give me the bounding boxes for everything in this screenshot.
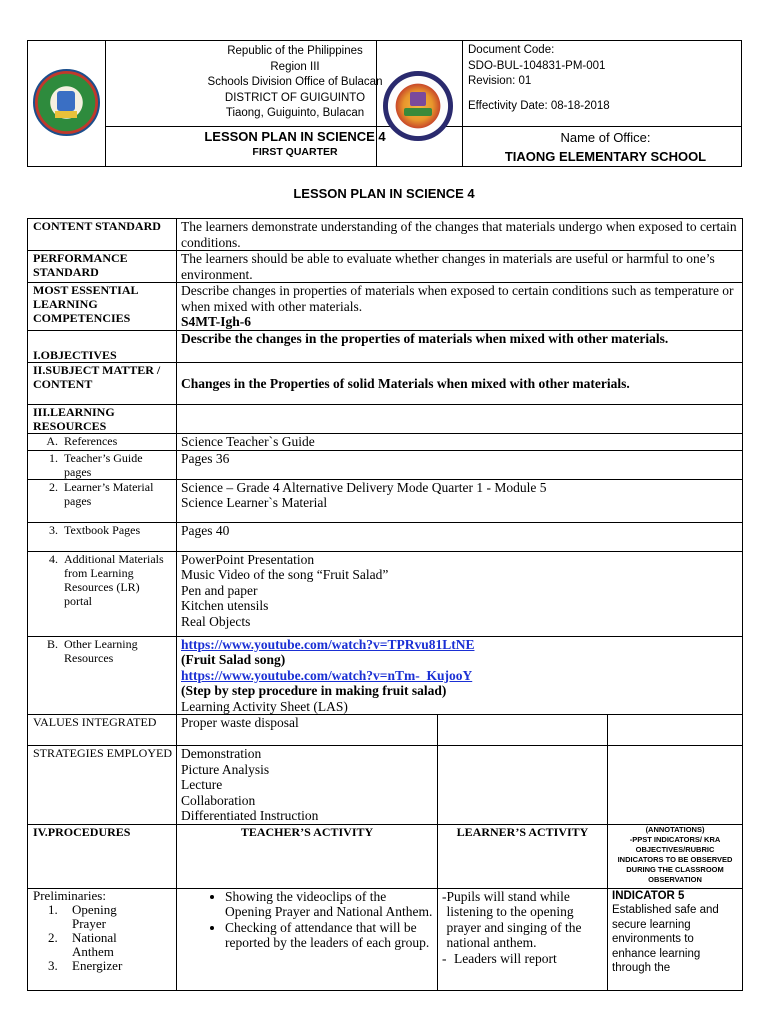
row-value <box>177 283 743 331</box>
page-title: LESSON PLAN IN SCIENCE 4 <box>293 186 475 201</box>
item-number: 3. <box>48 957 58 973</box>
row-label: III.LEARNING RESOURCES <box>28 405 177 434</box>
quarter: FIRST QUARTER <box>252 146 338 158</box>
row-label <box>28 636 177 715</box>
material-line: Science – Grade 4 Alternative Delivery Mode Quarter 1 - Module 5 <box>181 479 547 495</box>
item-label: Other Learning Resources <box>64 636 138 665</box>
office-name: TIAONG ELEMENTARY SCHOOL <box>504 149 707 164</box>
row-label: PERFORMANCE STANDARD <box>28 251 177 283</box>
row-value: Pages 36 <box>177 450 743 479</box>
row-label <box>28 479 177 522</box>
row-label: II.SUBJECT MATTER / CONTENT <box>28 363 177 405</box>
annotations-header <box>608 824 743 888</box>
empty-cell <box>438 715 608 746</box>
table-row <box>28 636 743 715</box>
row-label: IV.PROCEDURES <box>28 824 177 888</box>
teacher-activity-item: • Checking of attendance that will be reported by the leaders of each group. <box>225 920 433 951</box>
item-number: 2. <box>48 929 58 945</box>
row-label: CONTENT STANDARD <box>28 219 177 251</box>
item-label: Learner’s Material pages <box>64 479 154 508</box>
competency-code: S4MT-Igh-6 <box>181 314 252 329</box>
learner-activity-text: Leaders will report <box>454 950 557 966</box>
table-row <box>28 450 743 479</box>
table-row <box>28 283 743 331</box>
gov-line: Tiaong, Guiguinto, Bulacan <box>225 107 365 119</box>
material-item: Kitchen utensils <box>181 598 269 613</box>
youtube-link-fruit-salad-song[interactable]: https://www.youtube.com/watch?v=TPRvu81LtNE <box>181 636 475 652</box>
office-label: Name of Office: <box>560 130 651 145</box>
learner-activity-item: - Leaders will report <box>442 950 557 966</box>
item-number: 4. <box>49 551 58 566</box>
material-item: PowerPoint Presentation <box>181 551 315 567</box>
material-line: Science Learner`s Material <box>181 495 328 510</box>
document-code-label: Document Code: <box>468 44 555 56</box>
indicator-text: Established safe and secure learning environments to enhance learning through the <box>612 904 719 974</box>
table-row <box>28 363 743 405</box>
row-value: Pages 40 <box>177 522 743 551</box>
document-code: SDO-BUL-104831-PM-001 <box>468 59 606 72</box>
row-label <box>28 522 177 551</box>
annotation-text: -PPST INDICATORS/ KRA OBJECTIVES/RUBRIC INDICATORS TO BE OBSERVED DURING THE CLASSROOM OBSERVATION <box>617 834 733 884</box>
row-label <box>28 551 177 636</box>
table-row <box>28 405 743 434</box>
row-label: I.OBJECTIVES <box>28 331 177 363</box>
row-value: The learners demonstrate understanding of the changes that materials undergo when exposed to certain conditions. <box>177 219 743 251</box>
learner-activity-text: Pupils will stand while listening to the opening prayer and singing of the national anthem. <box>446 888 582 950</box>
row-label: VALUES INTEGRATED <box>28 715 177 746</box>
row-value: The learners should be able to evaluate whether changes in materials are useful or harmful to one’s environment. <box>177 251 743 283</box>
table-row <box>28 219 743 251</box>
table-row <box>28 479 743 522</box>
school-seal-logo <box>33 69 100 136</box>
table-row <box>28 251 743 283</box>
material-item: Real Objects <box>181 613 251 629</box>
prelim-item <box>33 903 172 931</box>
gov-line: DISTRICT OF GUIGUINTO <box>224 91 366 104</box>
effectivity-date: Effectivity Date: 08-18-2018 <box>468 99 610 112</box>
competency-text: Describe changes in properties of materials when exposed to certain conditions such as temperature or when mixed with other materials. <box>181 283 734 314</box>
learner-activity-cell <box>438 888 608 990</box>
gov-line: Region III <box>270 60 320 73</box>
lesson-plan-title: LESSON PLAN IN SCIENCE 4 <box>204 129 386 144</box>
learner-activity-item: - Pupils will stand while listening to the opening prayer and singing of the national anthem. <box>442 889 603 951</box>
table-row <box>28 522 743 551</box>
resource-note: Learning Activity Sheet (LAS) <box>181 698 348 714</box>
row-value: Changes in the Properties of solid Materials when mixed with other materials. <box>177 363 743 405</box>
prelim-item <box>33 931 172 959</box>
document-control-info <box>468 43 610 114</box>
empty-cell <box>608 715 743 746</box>
row-label <box>28 434 177 451</box>
annotation-title: (ANNOTATIONS) <box>645 824 705 834</box>
row-value <box>177 405 743 434</box>
item-label: Opening Prayer <box>72 901 117 931</box>
lesson-plan-table <box>27 218 743 991</box>
item-label: Energizer <box>72 957 123 973</box>
strategy-item: Picture Analysis <box>181 761 270 777</box>
item-label: National Anthem <box>72 929 117 959</box>
gov-line: Schools Division Office of Bulacan <box>207 76 383 88</box>
document-header <box>27 40 742 167</box>
table-row <box>28 888 743 990</box>
table-row <box>28 331 743 363</box>
office-info <box>468 127 743 167</box>
teacher-activity-item: • Showing the videoclips of the Opening Prayer and National Anthem. <box>225 889 433 920</box>
strategy-item: Lecture <box>181 777 223 792</box>
table-row <box>28 824 743 888</box>
row-value <box>177 479 743 522</box>
row-value: Describe the changes in the properties of materials when mixed with other materials. <box>177 331 743 363</box>
item-number: 2. <box>49 479 58 494</box>
item-number: 3. <box>49 522 58 537</box>
item-label: Additional Materials from Learning Resources (LR) portal <box>64 551 164 608</box>
resource-note: (Fruit Salad song) <box>181 652 286 667</box>
empty-cell <box>438 746 608 825</box>
indicator-title: INDICATOR 5 <box>612 889 685 902</box>
item-number: 1. <box>48 901 58 917</box>
table-row <box>28 551 743 636</box>
learner-activity-header: LEARNER’S ACTIVITY <box>438 824 608 888</box>
material-item: Pen and paper <box>181 582 258 598</box>
item-number: 1. <box>49 450 58 465</box>
teacher-activity-cell <box>177 888 438 990</box>
row-value: Proper waste disposal <box>177 715 438 746</box>
prelim-item <box>33 959 172 973</box>
row-value <box>177 551 743 636</box>
table-row <box>28 715 743 746</box>
item-label: Textbook Pages <box>64 522 141 537</box>
table-row <box>28 434 743 451</box>
strategy-item: Collaboration <box>181 792 256 808</box>
row-value <box>177 746 438 825</box>
revision: Revision: 01 <box>468 75 532 87</box>
gov-line: Republic of the Philippines <box>227 45 363 57</box>
lesson-plan-heading <box>106 127 484 159</box>
youtube-link-fruit-salad-procedure[interactable]: https://www.youtube.com/watch?v=nTm-_KujooY <box>181 667 473 683</box>
teacher-activity-header: TEACHER’S ACTIVITY <box>177 824 438 888</box>
item-label: Teacher’s Guide pages <box>64 450 143 479</box>
preliminaries-cell <box>28 888 177 990</box>
preliminaries-label: Preliminaries: <box>33 887 106 903</box>
item-label: References <box>64 434 118 448</box>
row-value: Science Teacher`s Guide <box>177 434 743 451</box>
strategy-item: Demonstration <box>181 746 262 761</box>
empty-cell <box>608 746 743 825</box>
row-value <box>177 636 743 715</box>
item-number: A. <box>46 434 58 448</box>
item-number: B. <box>46 636 58 651</box>
row-label: MOST ESSENTIAL LEARNING COMPETENCIES <box>28 283 177 331</box>
material-item: Music Video of the song “Fruit Salad” <box>181 567 389 582</box>
strategy-item: Differentiated Instruction <box>181 808 319 823</box>
resource-note: (Step by step procedure in making fruit salad) <box>181 683 447 698</box>
row-label: STRATEGIES EMPLOYED <box>28 746 177 825</box>
indicator-cell <box>608 888 743 990</box>
row-label <box>28 450 177 479</box>
table-row <box>28 746 743 825</box>
